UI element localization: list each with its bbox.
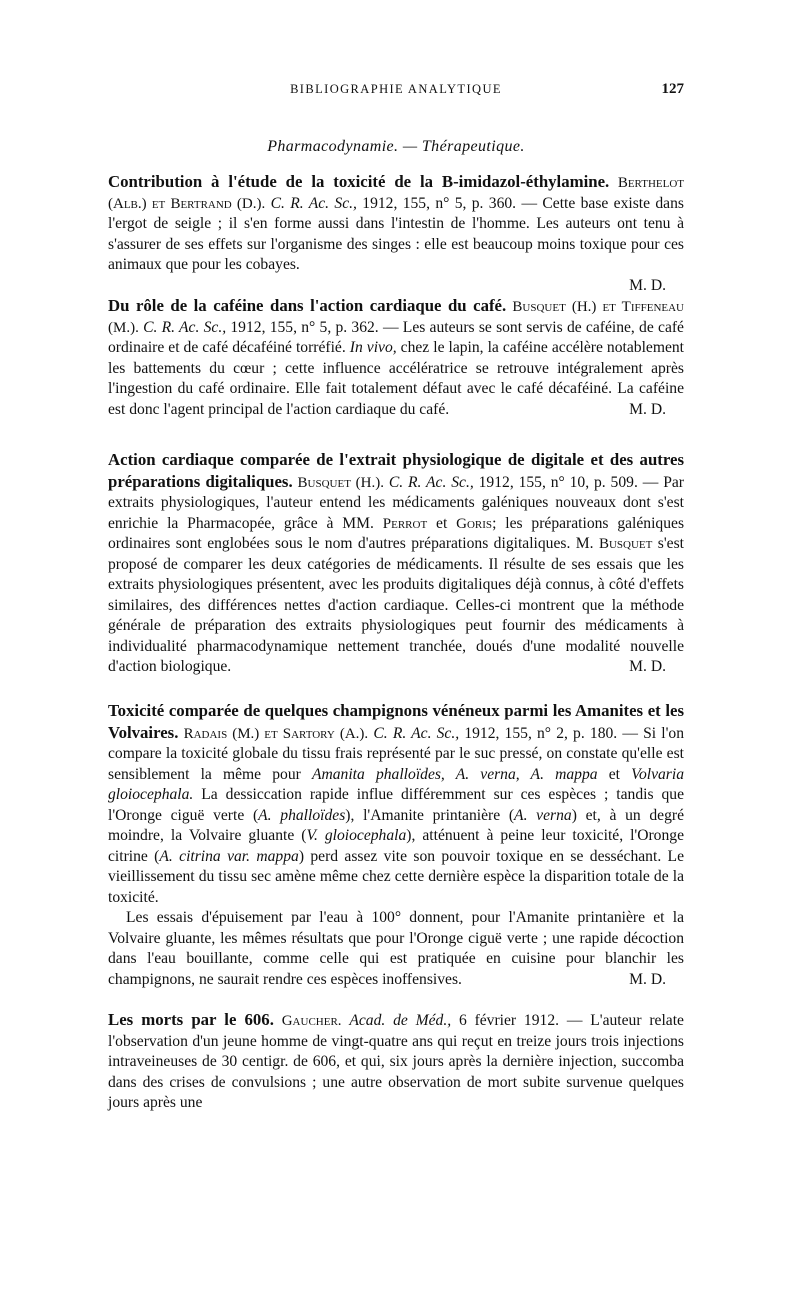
entry-title: Action cardiaque comparée de l'extrait physiologique de digitale et des autres préparations digitaliques. [108, 450, 684, 491]
person-name: Perrot [382, 515, 428, 532]
species-name: Amanita phalloïdes, A. verna, A. mappa [311, 765, 598, 783]
abstract-entry [108, 172, 684, 296]
entry-paragraph [108, 296, 684, 420]
species-name: A. phalloïdes [258, 806, 346, 824]
entry-authors: Busquet (H.) et Tiffeneau (M.). [108, 299, 685, 336]
entry-journal: C. R. Ac. Sc., [388, 473, 474, 491]
entry-authors: Busquet (H.). [297, 474, 384, 491]
entry-title: Les morts par le 606. [108, 1010, 274, 1029]
entry-text: et [608, 765, 620, 783]
entry-journal: C. R. Ac. Sc., [373, 724, 460, 742]
entry-paragraph [108, 450, 684, 678]
abstract-entry [108, 450, 684, 678]
entry-text: — L'auteur relate l'observation d'un jeune homme de vingt-quatre ans qui reçut en treize jours trois injections intraveineuses de 30 centigr. de 606, et qui, six jours après la dernière injection, succomba dans des crises de convulsions ; une autre observation de mort subite survenue quelques jours après une [108, 1012, 684, 1111]
abstract-entry [108, 701, 684, 990]
page-number: 127 [661, 81, 684, 97]
species-name: A. verna [514, 806, 572, 824]
entry-signature: M. D. [629, 970, 666, 988]
entry-text: La dessiccation rapide influe différemment sur ces espèces ; tandis que l'Oronge ciguë verte ( [108, 786, 684, 824]
entry-authors: Radais (M.) et Sartory (A.). [183, 725, 369, 742]
running-title: BIBLIOGRAPHIE ANALYTIQUE [290, 82, 502, 96]
entry-latin-term: In vivo, [349, 339, 397, 356]
species-name: A. citrina var. mappa [159, 847, 299, 865]
entry-text: ), l'Amanite printanière ( [345, 806, 515, 824]
species-name: V. gloiocephala [306, 827, 407, 844]
running-head [108, 82, 684, 102]
entry-signature: M. D. [629, 276, 666, 294]
abstract-entry [108, 296, 684, 420]
entry-paragraph [108, 172, 684, 296]
entry-journal: C. R. Ac. Sc., [143, 318, 227, 336]
entry-text: ) perd assez vite son pouvoir toxique en se desséchant. Le vieillissement du tissu sec amène même chez cette dernière espèce la disparition totale de la toxicité. [108, 847, 685, 906]
section-title: Pharmacodynamie. — Thérapeutique. [267, 138, 525, 155]
entry-text: et [436, 514, 448, 532]
entry-text: ), atténuent à peine leur toxicité, l'Oronge citrine ( [108, 827, 684, 865]
entry-text: chez le lapin, la caféine accélère notablement les battements du cœur ; cette influence accélératrice se retrouve intégralement après l'ingestion du café ordinaire. Elle fait totalement défaut avec le café décaféiné. La caféine est donc l'agent principal de l'action cardiaque du café. [108, 339, 684, 418]
entry-citation: 1912, 155, n° 10, p. 509. [478, 473, 638, 491]
entry-citation: 6 février 1912. [458, 1012, 560, 1029]
entry-text: s'est proposé de comparer les deux catégories de médicaments. Il résulte de ses essais que les extraits physiologiques présentent, avec les produits digitaliques déjà connus, à côté d'effets similaires, des différences nettes d'action cardiaque. Celles-ci montrent que la méthode générale de préparation des extraits physiologiques peut fournir des médicaments à individualité pharmacodynamique nettement tranchée, doués d'une modalité nouvelle d'action biologique. [108, 535, 684, 675]
entry-title: Du rôle de la caféine dans l'action cardiaque du café. [108, 296, 507, 315]
entry-signature: M. D. [629, 400, 666, 418]
entry-text: — Par extraits physiologiques, l'auteur entend les médicaments galéniques nouveaux dont s'est enrichie la Pharmacopée, grâce à MM. [108, 473, 684, 532]
entry-text: — Les auteurs se sont servis de caféine, de café ordinaire et de café décaféiné torréfié. [108, 318, 684, 356]
entry-citation: 1912, 155, n° 5, p. 362. [230, 318, 379, 336]
entry-authors: Berthelot (Alb.) et Bertrand (D.). [108, 175, 684, 212]
entry-journal: C. R. Ac. Sc., [270, 194, 357, 212]
entry-text: ; les préparations galéniques ordinaires sont englobées sous le nom d'autres préparations digitaliques. M. [108, 514, 685, 552]
entry-citation: 1912, 155, n° 2, p. 180. [464, 724, 618, 742]
person-name: Goris [456, 515, 493, 532]
entry-paragraph [108, 908, 684, 990]
person-name: Busquet [598, 536, 653, 552]
entry-text: Les essais d'épuisement par l'eau à 100° donnent, pour l'Amanite printanière et la Volvaire gluante, les mêmes résultats que pour l'Oronge ciguë verte ; une rapide décoction dans l'eau bouillante, comme celle qui est pratiquée en cuisine pour blanchir les champignons, ne saurait rendre ces espèces inoffensives. [108, 909, 684, 988]
species-name: Volvaria gloiocephala. [108, 765, 684, 803]
entry-citation: 1912, 155, n° 5, p. 360. [362, 194, 517, 212]
entry-title: Contribution à l'étude de la toxicité de la B-imidazol-éthylamine. [108, 172, 610, 191]
entry-signature: M. D. [629, 658, 666, 675]
entry-text: ) et, à un degré moindre, la Volvaire gluante ( [108, 806, 684, 844]
entry-text: — Si l'on compare la toxicité globale du tissu frais représenté par le suc pressé, on constate qu'elle est sensiblement la même pour [108, 724, 685, 783]
abstract-entry [108, 1010, 684, 1114]
entry-text: — Cette base existe dans l'ergot de seigle ; il s'en forme aussi dans l'intestin de l'homme. Les auteurs ont tenu à s'assurer de ses effets sur l'organisme des singes : elle est beaucoup moins toxique pour ces animaux que pour les cobayes. [108, 194, 684, 273]
entry-authors: Gaucher. [281, 1013, 342, 1029]
entry-paragraph [108, 1010, 684, 1114]
entry-paragraph [108, 701, 684, 908]
entry-title: Toxicité comparée de quelques champignons vénéneux parmi les Amanites et les Volvaires. [108, 701, 684, 742]
entry-journal: Acad. de Méd., [349, 1012, 452, 1029]
